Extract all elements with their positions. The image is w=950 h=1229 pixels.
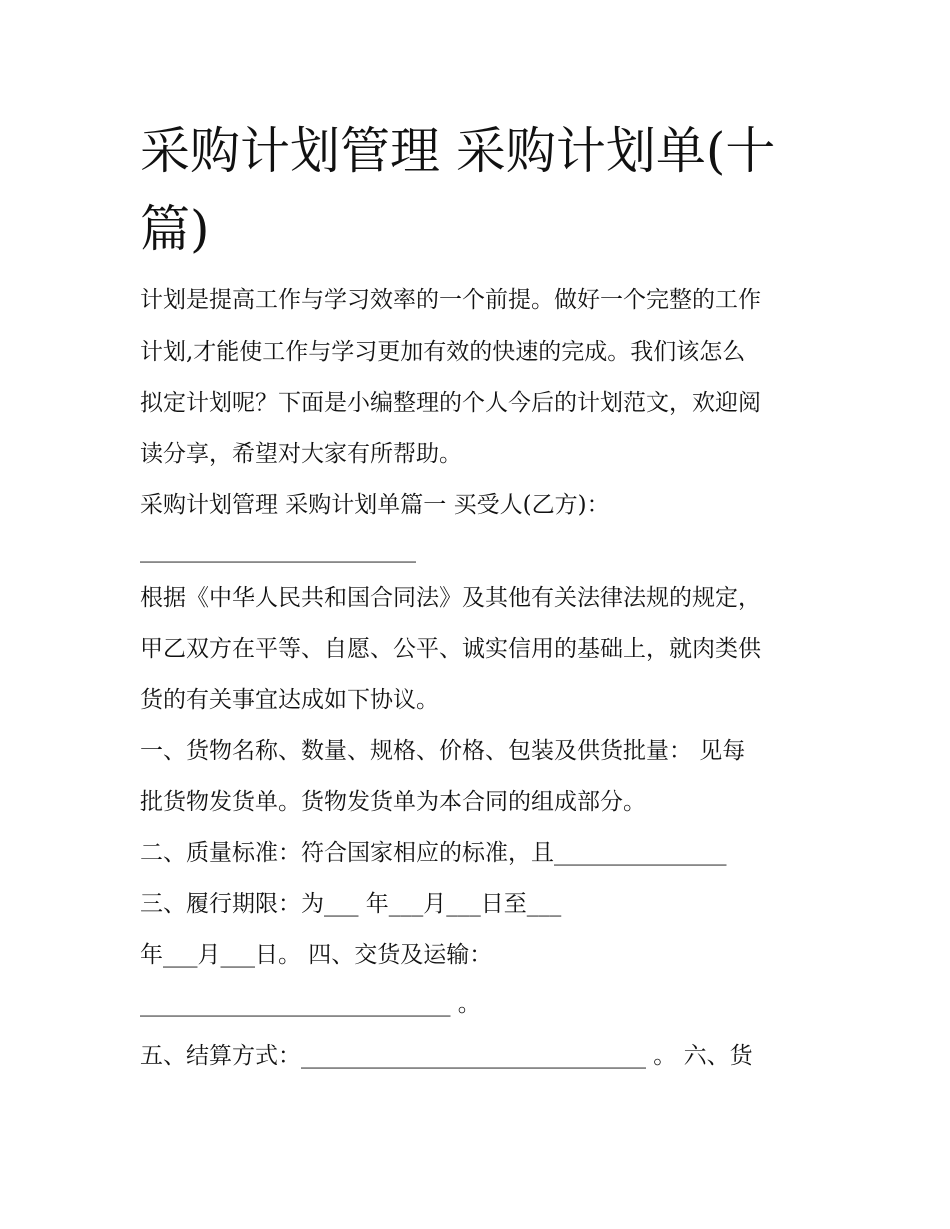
clause-1-line-1: 一、货物名称、数量、规格、价格、包装及供货批量： 见每 <box>140 738 746 764</box>
body-line-1: 计划是提高工作与学习效率的一个前提。做好一个完整的工作 <box>140 287 761 313</box>
clause-2: 二、质量标准：符合国家相应的标准，且_______________ <box>140 840 727 866</box>
body-line-3: 拟定计划呢？下面是小编整理的个人今后的计划范文，欢迎阅 <box>140 390 761 416</box>
body-line-5: 根据《中华人民共和国合同法》及其他有关法律法规的规定， <box>140 585 761 611</box>
clause-3-line-2: 年___月___日。 四、交货及运输： <box>140 942 493 968</box>
body-line-4: 读分享，希望对大家有所帮助。 <box>140 441 462 467</box>
clause-3-line-1: 三、履行期限：为___ 年___月___日至___ <box>140 891 562 917</box>
body-line-7: 货的有关事宜达成如下协议。 <box>140 687 439 713</box>
clause-5: 五、结算方式：______________________________ 。 六、货 <box>140 1043 753 1069</box>
body-line-6: 甲乙双方在平等、自愿、公平、诚实信用的基础上，就肉类供 <box>140 636 761 662</box>
clause-4-blank: ___________________________ 。 <box>140 991 481 1017</box>
clause-1-line-2: 批货物发货单。货物发货单为本合同的组成部分。 <box>140 789 646 815</box>
title-line-2: 篇) <box>140 200 210 258</box>
blank-line-buyer: ________________________ <box>140 537 416 563</box>
body-line-2: 计划,才能使工作与学习更加有效的快速的完成。我们该怎么 <box>140 339 746 365</box>
title-line-1: 采购计划管理 采购计划单(十 <box>140 122 776 180</box>
section-heading-1: 采购计划管理 采购计划单篇一 买受人(乙方)： <box>140 492 610 518</box>
document-title <box>140 112 820 268</box>
